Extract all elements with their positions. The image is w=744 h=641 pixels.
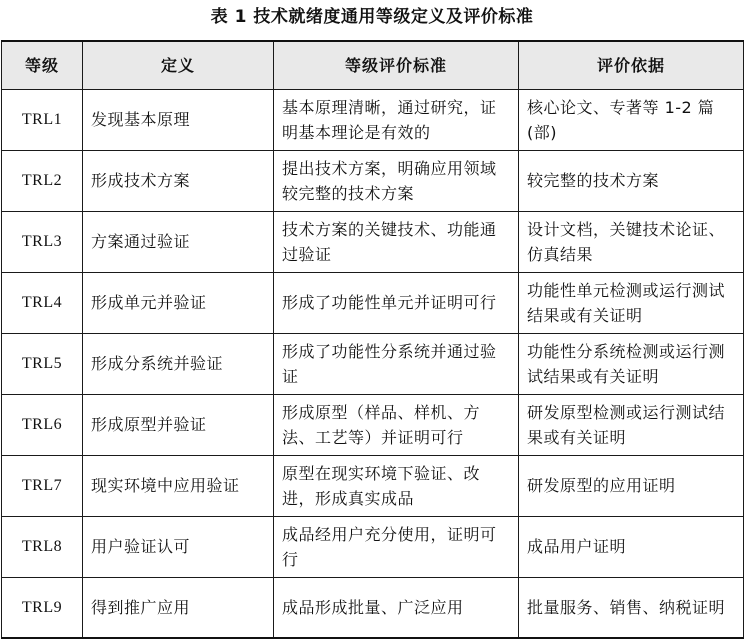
cell-definition: 发现基本原理 <box>83 89 274 150</box>
header-basis: 评价依据 <box>519 41 744 89</box>
cell-definition: 用户验证认可 <box>83 516 274 577</box>
cell-definition: 形成技术方案 <box>83 150 274 211</box>
cell-basis: 核心论文、专著等 1-2 篇(部) <box>519 89 744 150</box>
table-row <box>2 455 744 516</box>
cell-basis: 成品用户证明 <box>519 516 744 577</box>
cell-criteria: 形成了功能性单元并证明可行 <box>274 272 519 333</box>
cell-level: TRL4 <box>2 272 83 333</box>
cell-basis: 批量服务、销售、纳税证明 <box>519 577 744 638</box>
cell-criteria: 成品经用户充分使用，证明可行 <box>274 516 519 577</box>
header-criteria: 等级评价标准 <box>274 41 519 89</box>
cell-basis: 功能性单元检测或运行测试结果或有关证明 <box>519 272 744 333</box>
cell-definition: 现实环境中应用验证 <box>83 455 274 516</box>
header-level: 等级 <box>2 41 83 89</box>
cell-criteria: 技术方案的关键技术、功能通过验证 <box>274 211 519 272</box>
table-row <box>2 577 744 638</box>
cell-definition: 得到推广应用 <box>83 577 274 638</box>
cell-level: TRL6 <box>2 394 83 455</box>
cell-basis: 较完整的技术方案 <box>519 150 744 211</box>
cell-level: TRL8 <box>2 516 83 577</box>
cell-level: TRL1 <box>2 89 83 150</box>
table-row <box>2 516 744 577</box>
cell-definition: 方案通过验证 <box>83 211 274 272</box>
cell-level: TRL3 <box>2 211 83 272</box>
cell-criteria: 原型在现实环境下验证、改进，形成真实成品 <box>274 455 519 516</box>
cell-definition: 形成原型并验证 <box>83 394 274 455</box>
cell-level: TRL5 <box>2 333 83 394</box>
header-definition: 定义 <box>83 41 274 89</box>
cell-basis: 设计文档，关键技术论证、仿真结果 <box>519 211 744 272</box>
trl-table <box>1 40 744 639</box>
cell-criteria: 成品形成批量、广泛应用 <box>274 577 519 638</box>
cell-criteria: 提出技术方案，明确应用领域较完整的技术方案 <box>274 150 519 211</box>
cell-definition: 形成单元并验证 <box>83 272 274 333</box>
table-row <box>2 272 744 333</box>
table-caption: 表 1 技术就绪度通用等级定义及评价标准 <box>210 7 534 27</box>
cell-basis: 研发原型检测或运行测试结果或有关证明 <box>519 394 744 455</box>
table-row <box>2 333 744 394</box>
table-row <box>2 150 744 211</box>
table-row <box>2 211 744 272</box>
cell-level: TRL2 <box>2 150 83 211</box>
cell-level: TRL7 <box>2 455 83 516</box>
cell-definition: 形成分系统并验证 <box>83 333 274 394</box>
table-row <box>2 394 744 455</box>
table-row <box>2 89 744 150</box>
cell-criteria: 基本原理清晰，通过研究，证明基本理论是有效的 <box>274 89 519 150</box>
cell-level: TRL9 <box>2 577 83 638</box>
cell-criteria: 形成原型（样品、样机、方法、工艺等）并证明可行 <box>274 394 519 455</box>
cell-basis: 功能性分系统检测或运行测试结果或有关证明 <box>519 333 744 394</box>
cell-criteria: 形成了功能性分系统并通过验证 <box>274 333 519 394</box>
table-header-row <box>2 41 744 89</box>
cell-basis: 研发原型的应用证明 <box>519 455 744 516</box>
